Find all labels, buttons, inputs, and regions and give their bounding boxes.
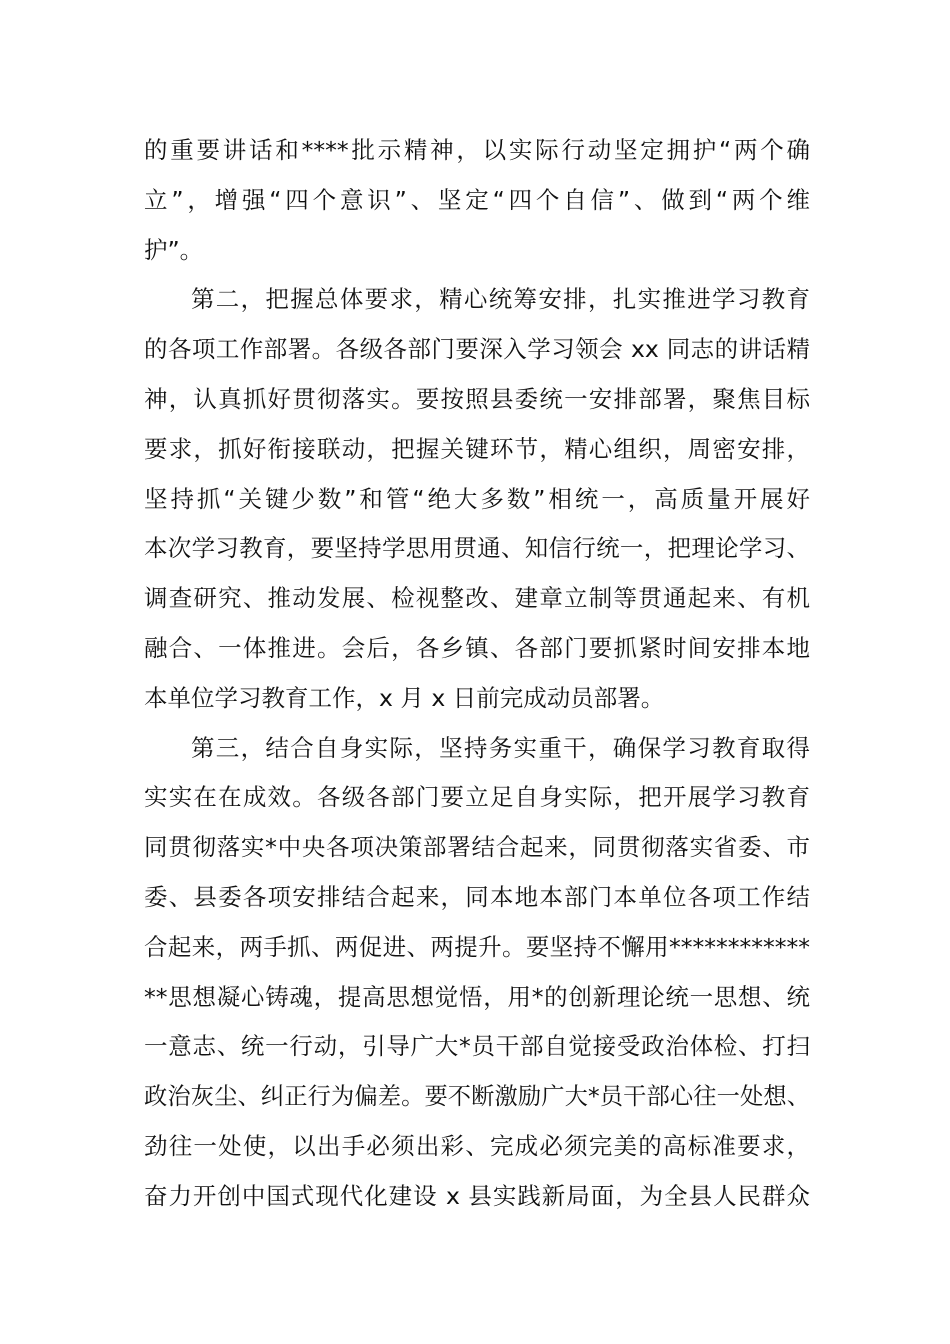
- text-line: 委、县委各项安排结合起来，同本地本部门本单位各项工作结: [144, 882, 810, 911]
- text-line: 一意志、统一行动，引导广大*员干部自觉接受政治体检、打扫: [144, 1032, 810, 1061]
- text-line: 本次学习教育，要坚持学思用贯通、知信行统一，把理论学习、: [144, 534, 810, 563]
- text-line: 的重要讲话和****批示精神，以实际行动坚定拥护“两个确: [144, 136, 810, 164]
- paragraph-start-line: 第二，把握总体要求，精心统筹安排，扎实推进学习教育: [191, 285, 810, 314]
- text-line: **思想凝心铸魂，提高思想觉悟，用*的创新理论统一思想、统: [144, 982, 810, 1011]
- paragraph-start-line: 第三，结合自身实际，坚持务实重干，确保学习教育取得: [191, 733, 810, 762]
- text-line: 融合、一体推进。会后，各乡镇、各部门要抓紧时间安排本地: [144, 633, 810, 662]
- body-text: [144, 126, 810, 1222]
- text-line: 政治灰尘、纠正行为偏差。要不断激励广大*员干部心往一处想、: [144, 1083, 810, 1111]
- text-line: 要求，抓好衔接联动，把握关键环节，精心组织，周密安排，: [144, 434, 810, 463]
- text-line: 立”，增强“四个意识”、坚定“四个自信”、做到“两个维: [144, 185, 810, 214]
- text-line: 合起来，两手抓、两促进、两提升。要坚持不懈用************: [144, 932, 810, 961]
- text-line: 奋力开创中国式现代化建设 x 县实践新局面，为全县人民群众: [144, 1181, 810, 1210]
- text-line: 劲往一处使，以出手必须出彩、完成必须完美的高标准要求，: [144, 1131, 810, 1160]
- text-line: 调查研究、推动发展、检视整改、建章立制等贯通起来、有机: [144, 584, 810, 613]
- text-line: 本单位学习教育工作，x 月 x 日前完成动员部署。: [144, 683, 665, 712]
- text-line: 神，认真抓好贯彻落实。要按照县委统一安排部署，聚焦目标: [144, 384, 810, 413]
- text-line: 实实在在成效。各级各部门要立足自身实际，把开展学习教育: [144, 783, 810, 812]
- text-line: 坚持抓“关键少数”和管“绝大多数”相统一，高质量开展好: [144, 484, 810, 513]
- text-line: 同贯彻落实*中央各项决策部署结合起来，同贯彻落实省委、市: [144, 833, 810, 862]
- text-line: 的各项工作部署。各级各部门要深入学习领会 xx 同志的讲话精: [144, 335, 810, 364]
- text-line: 护”。: [144, 235, 204, 264]
